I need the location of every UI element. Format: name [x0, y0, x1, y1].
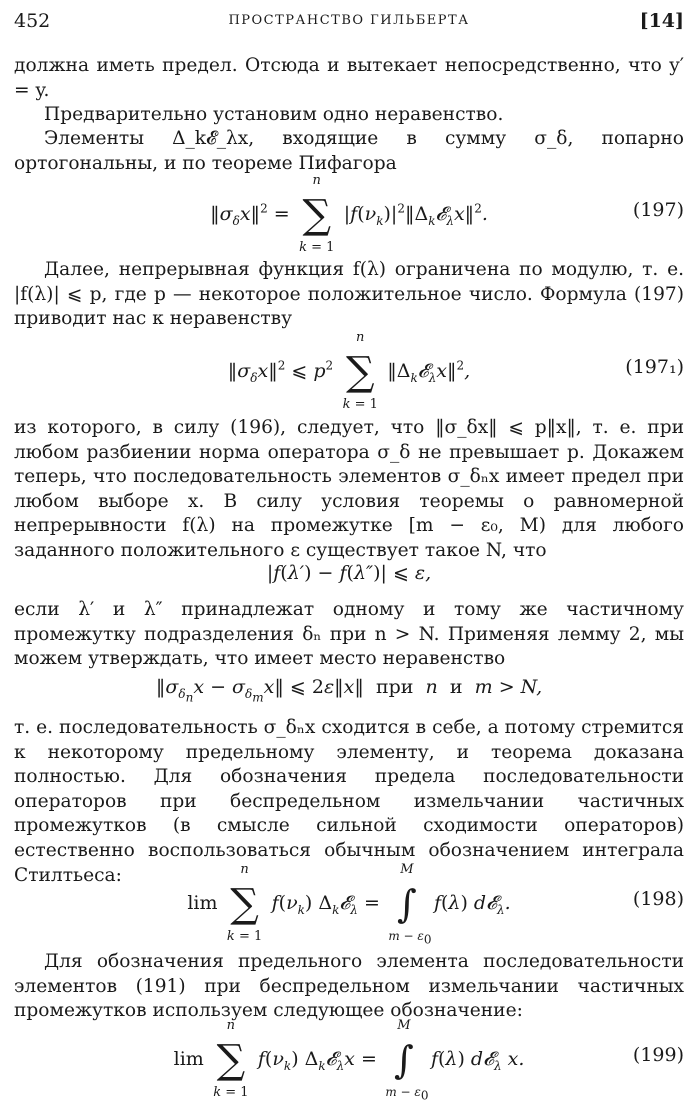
equation-199: lim n ∑ k = 1 $f(\nu_k)$ $\Delta_k𝓔_\lambda x$ = M ∫ $m - \varepsilon_0$ f(λ) d𝓔$_\lambda$ x. (199) — [173, 1018, 684, 1102]
equation-cauchy: $‖\sigma_{\delta_n}x$ − $\sigma_{\delta_m}x‖$ ⩽ 2ε‖x‖ при n и m > N, — [155, 676, 543, 705]
equation-number: (197₁) — [625, 356, 684, 378]
paragraph-4: Далее, непрерывная функция f(λ) ограничена по модулю, т. е. |f(λ)| ⩽ p, где p — некоторое положительное число. Формула (197) приводит нас к неравенству — [14, 259, 684, 330]
equation-197: $‖\sigma_\delta x‖^2$ = n ∑ k = 1 $|f(\nu_k)|^2‖\Delta_k𝓔_\lambda x‖^2$. (197) — [210, 173, 684, 255]
running-title: ПРОСТРАНСТВО ГИЛЬБЕРТА — [228, 13, 470, 28]
paragraph-8: Для обозначения предельного элемента последовательности элементов (191) при беспредельном измельчании частичных промежутков используем следующее обозначение: — [14, 951, 684, 1022]
paragraph-1: должна иметь предел. Отсюда и вытекает непосредственно, что y′ = y. — [14, 55, 684, 101]
book-page — [14, 0, 684, 1100]
page-number: 452 — [14, 10, 51, 32]
equation-197-1: $‖\sigma_\delta x‖^2$ ⩽ $p^2$ n ∑ k = 1 $‖\Delta_k𝓔_\lambda x‖^2$, (197₁) — [227, 330, 684, 412]
equation-number: (199) — [632, 1044, 684, 1066]
paragraph-3: Элементы Δ_k𝓔_λx, входящие в сумму σ_δ, попарно ортогональны, и по теореме Пифагора — [14, 128, 684, 174]
paragraph-5: из которого, в силу (196), следует, что ‖σ_δx‖ ⩽ p‖x‖, т. е. при любом разбиении норма оператора σ_δ не превышает p. Докажем теперь, что последовательность элементов σ_δₙx имеет предел при любом выборе x. В силу условия теоремы о равномерной непрерывности f(λ) на промежутке [m − ε₀, M) для любого заданного положительного ε существует такое N, что — [14, 417, 684, 561]
paragraph-7: т. е. последовательность σ_δₙx сходится в себе, а потому стремится к некоторому предельному элементу, и теорема доказана полностью. Для обозначения предела последовательности операторов при беспредельном измельчании частичных промежутков (в смысле сильной сходимости операторов) естественно воспользоваться обычным обозначением интеграла Стилтьеса: — [14, 717, 684, 886]
equation-number: (197) — [632, 199, 684, 221]
equation-continuity: |f(λ′) − f(λ″)| ⩽ ε, — [266, 562, 432, 584]
equation-198: lim n ∑ k = 1 $f(\nu_k)$ $\Delta_k𝓔_\lambda$ = M ∫ $m - \varepsilon_0$ f(λ) d𝓔$_\lambda$. (198) — [187, 862, 684, 946]
paragraph-2: Предварительно установим одно неравенство. — [44, 104, 504, 125]
section-number: [14] — [639, 10, 684, 32]
equation-number: (198) — [632, 888, 684, 910]
paragraph-6: если λ′ и λ″ принадлежат одному и тому же частичному промежутку подразделения δₙ при n > N. Применяя лемму 2, мы можем утверждать, что имеет место неравенство — [14, 599, 684, 670]
running-header — [14, 10, 684, 36]
